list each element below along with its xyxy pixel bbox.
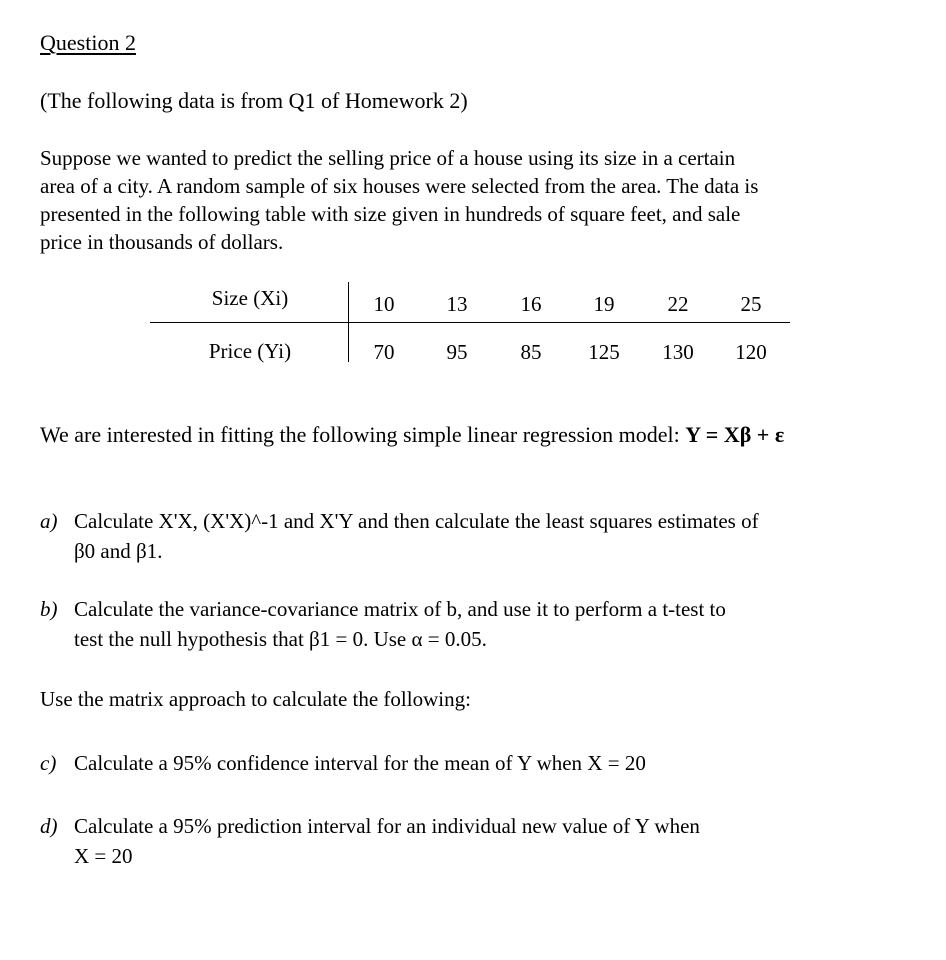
size-cell: 25 — [740, 292, 762, 316]
price-cell: 70 — [373, 340, 395, 364]
data-table — [150, 280, 790, 364]
size-cell: 13 — [446, 292, 468, 316]
part-a-line1: Calculate X'X, (X'X)^-1 and X'Y and then calculate the least squares estimates of — [74, 509, 759, 533]
part-d-letter: d) — [40, 814, 58, 838]
part-d-line1: Calculate a 95% prediction interval for an individual new value of Y when — [74, 814, 700, 838]
price-cell: 125 — [588, 340, 620, 364]
part-a-letter: a) — [40, 509, 58, 533]
model-statement — [40, 422, 784, 448]
part-c — [40, 748, 646, 778]
intro-line: area of a city. A random sample of six houses were selected from the area. The data is — [40, 174, 759, 198]
part-c-letter: c) — [40, 751, 57, 775]
part-d-line2: X = 20 — [74, 844, 133, 868]
price-row-label: Price (Yi) — [208, 339, 292, 363]
intro-line: price in thousands of dollars. — [40, 230, 284, 254]
question-title: Question 2 — [40, 30, 136, 55]
part-d — [40, 811, 700, 871]
source-note: (The following data is from Q1 of Homework 2) — [40, 88, 468, 113]
size-row-label: Size (Xi) — [211, 286, 289, 310]
price-cell: 95 — [446, 340, 468, 364]
size-cell: 16 — [520, 292, 542, 316]
price-cell: 85 — [520, 340, 542, 364]
model-equation: Y = Xβ + ε — [685, 422, 785, 447]
size-cell: 10 — [373, 292, 395, 316]
table-horizontal-divider — [150, 322, 790, 323]
part-a — [40, 506, 759, 566]
price-cell: 130 — [662, 340, 694, 364]
intro-line: Suppose we wanted to predict the selling price of a house using its size in a certain — [40, 146, 736, 170]
price-cell: 120 — [735, 340, 767, 364]
part-b-letter: b) — [40, 597, 58, 621]
part-b-line1: Calculate the variance-covariance matrix of b, and use it to perform a t-test to — [74, 597, 726, 621]
part-b — [40, 594, 726, 654]
size-cell: 19 — [593, 292, 615, 316]
intro-line: presented in the following table with size given in hundreds of square feet, and sale — [40, 202, 741, 226]
approach-note: Use the matrix approach to calculate the following: — [40, 687, 471, 711]
part-a-line2: β0 and β1. — [74, 539, 163, 563]
size-cell: 22 — [667, 292, 689, 316]
model-text: We are interested in fitting the following simple linear regression model: — [40, 422, 680, 447]
part-b-line2: test the null hypothesis that β1 = 0. Use α = 0.05. — [74, 627, 487, 651]
intro-paragraph — [40, 144, 920, 256]
part-c-line1: Calculate a 95% confidence interval for the mean of Y when X = 20 — [74, 751, 646, 775]
